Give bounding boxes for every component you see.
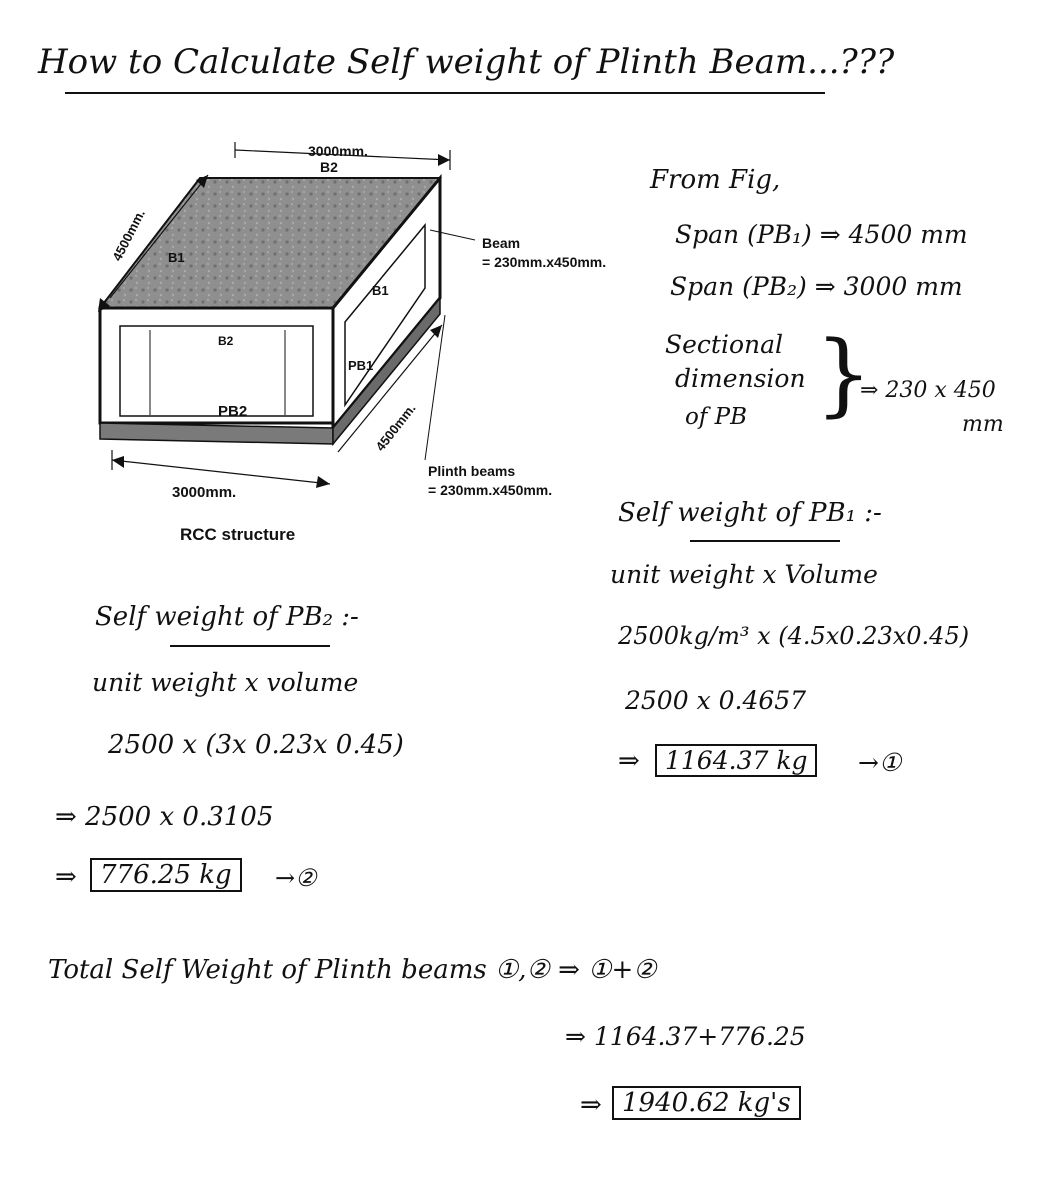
pb2-substitution: 2500 x (3x 0.23x 0.45) (108, 730, 404, 760)
plinth-front (100, 423, 333, 444)
sectional-unit: mm (962, 412, 1004, 437)
beam-dim: = 230mm.x450mm. (482, 254, 607, 270)
pb1-formula: unit weight x Volume (610, 560, 878, 589)
pb1-volume: 2500 x 0.4657 (625, 686, 807, 715)
pb2-arrow: ⇒ (55, 862, 77, 892)
sectional-line3: of PB (685, 404, 748, 430)
page-title: How to Calculate Self weight of Plinth Beam...??? (38, 42, 895, 82)
title-underline (65, 92, 825, 94)
total-arrow: ⇒ (580, 1090, 602, 1120)
total-sum: ⇒ 1164.37+776.25 (565, 1022, 806, 1051)
pb1-arrow: ⇒ (618, 746, 640, 776)
pb1-result: 1164.37 kg (655, 744, 817, 777)
pb1-tag: →① (858, 748, 902, 777)
b2-front-label: B2 (218, 334, 234, 348)
dim-bottom-label: 3000mm. (172, 484, 237, 501)
sectional-line1: Sectional (665, 330, 784, 359)
figure-caption: RCC structure (180, 525, 296, 544)
front-opening (120, 326, 313, 416)
plinth-dim: = 230mm.x450mm. (428, 482, 553, 498)
sectional-line2: dimension (675, 364, 806, 393)
rcc-structure-diagram (80, 130, 640, 570)
sectional-value: ⇒ 230 x 450 (860, 378, 996, 403)
pb2-result: 776.25 kg (90, 858, 242, 892)
pb1-heading: Self weight of PB₁ :- (618, 498, 882, 528)
dim-left-label: 4500mm. (109, 206, 148, 264)
dim-top-label: 3000mm. (308, 143, 368, 159)
pb1-substitution: 2500kg/m³ x (4.5x0.23x0.45) (618, 622, 970, 650)
from-fig-heading: From Fig, (650, 165, 781, 195)
pb1-label: PB1 (348, 358, 374, 373)
b2-top-label: B2 (320, 159, 338, 175)
total-heading: Total Self Weight of Plinth beams ①,② ⇒ ①+② (48, 955, 657, 985)
pb2-tag: →② (275, 864, 317, 892)
span-pb2: Span (PB₂) ⇒ 3000 mm (670, 272, 963, 301)
total-result: 1940.62 kg's (612, 1086, 801, 1120)
sectional-brace-icon: } (815, 322, 873, 427)
plinth-label: Plinth beams (428, 463, 516, 479)
dim-right-label: 4500mm. (372, 400, 419, 454)
b1-left-label: B1 (168, 250, 185, 265)
pb2-label: PB2 (218, 403, 248, 420)
pb2-volume: ⇒ 2500 x 0.3105 (55, 802, 274, 832)
pb2-heading: Self weight of PB₂ :- (95, 602, 359, 632)
beam-label: Beam (482, 235, 521, 251)
pb2-formula: unit weight x volume (92, 668, 359, 697)
span-pb1: Span (PB₁) ⇒ 4500 mm (675, 220, 968, 249)
b1-right-label: B1 (372, 283, 389, 298)
